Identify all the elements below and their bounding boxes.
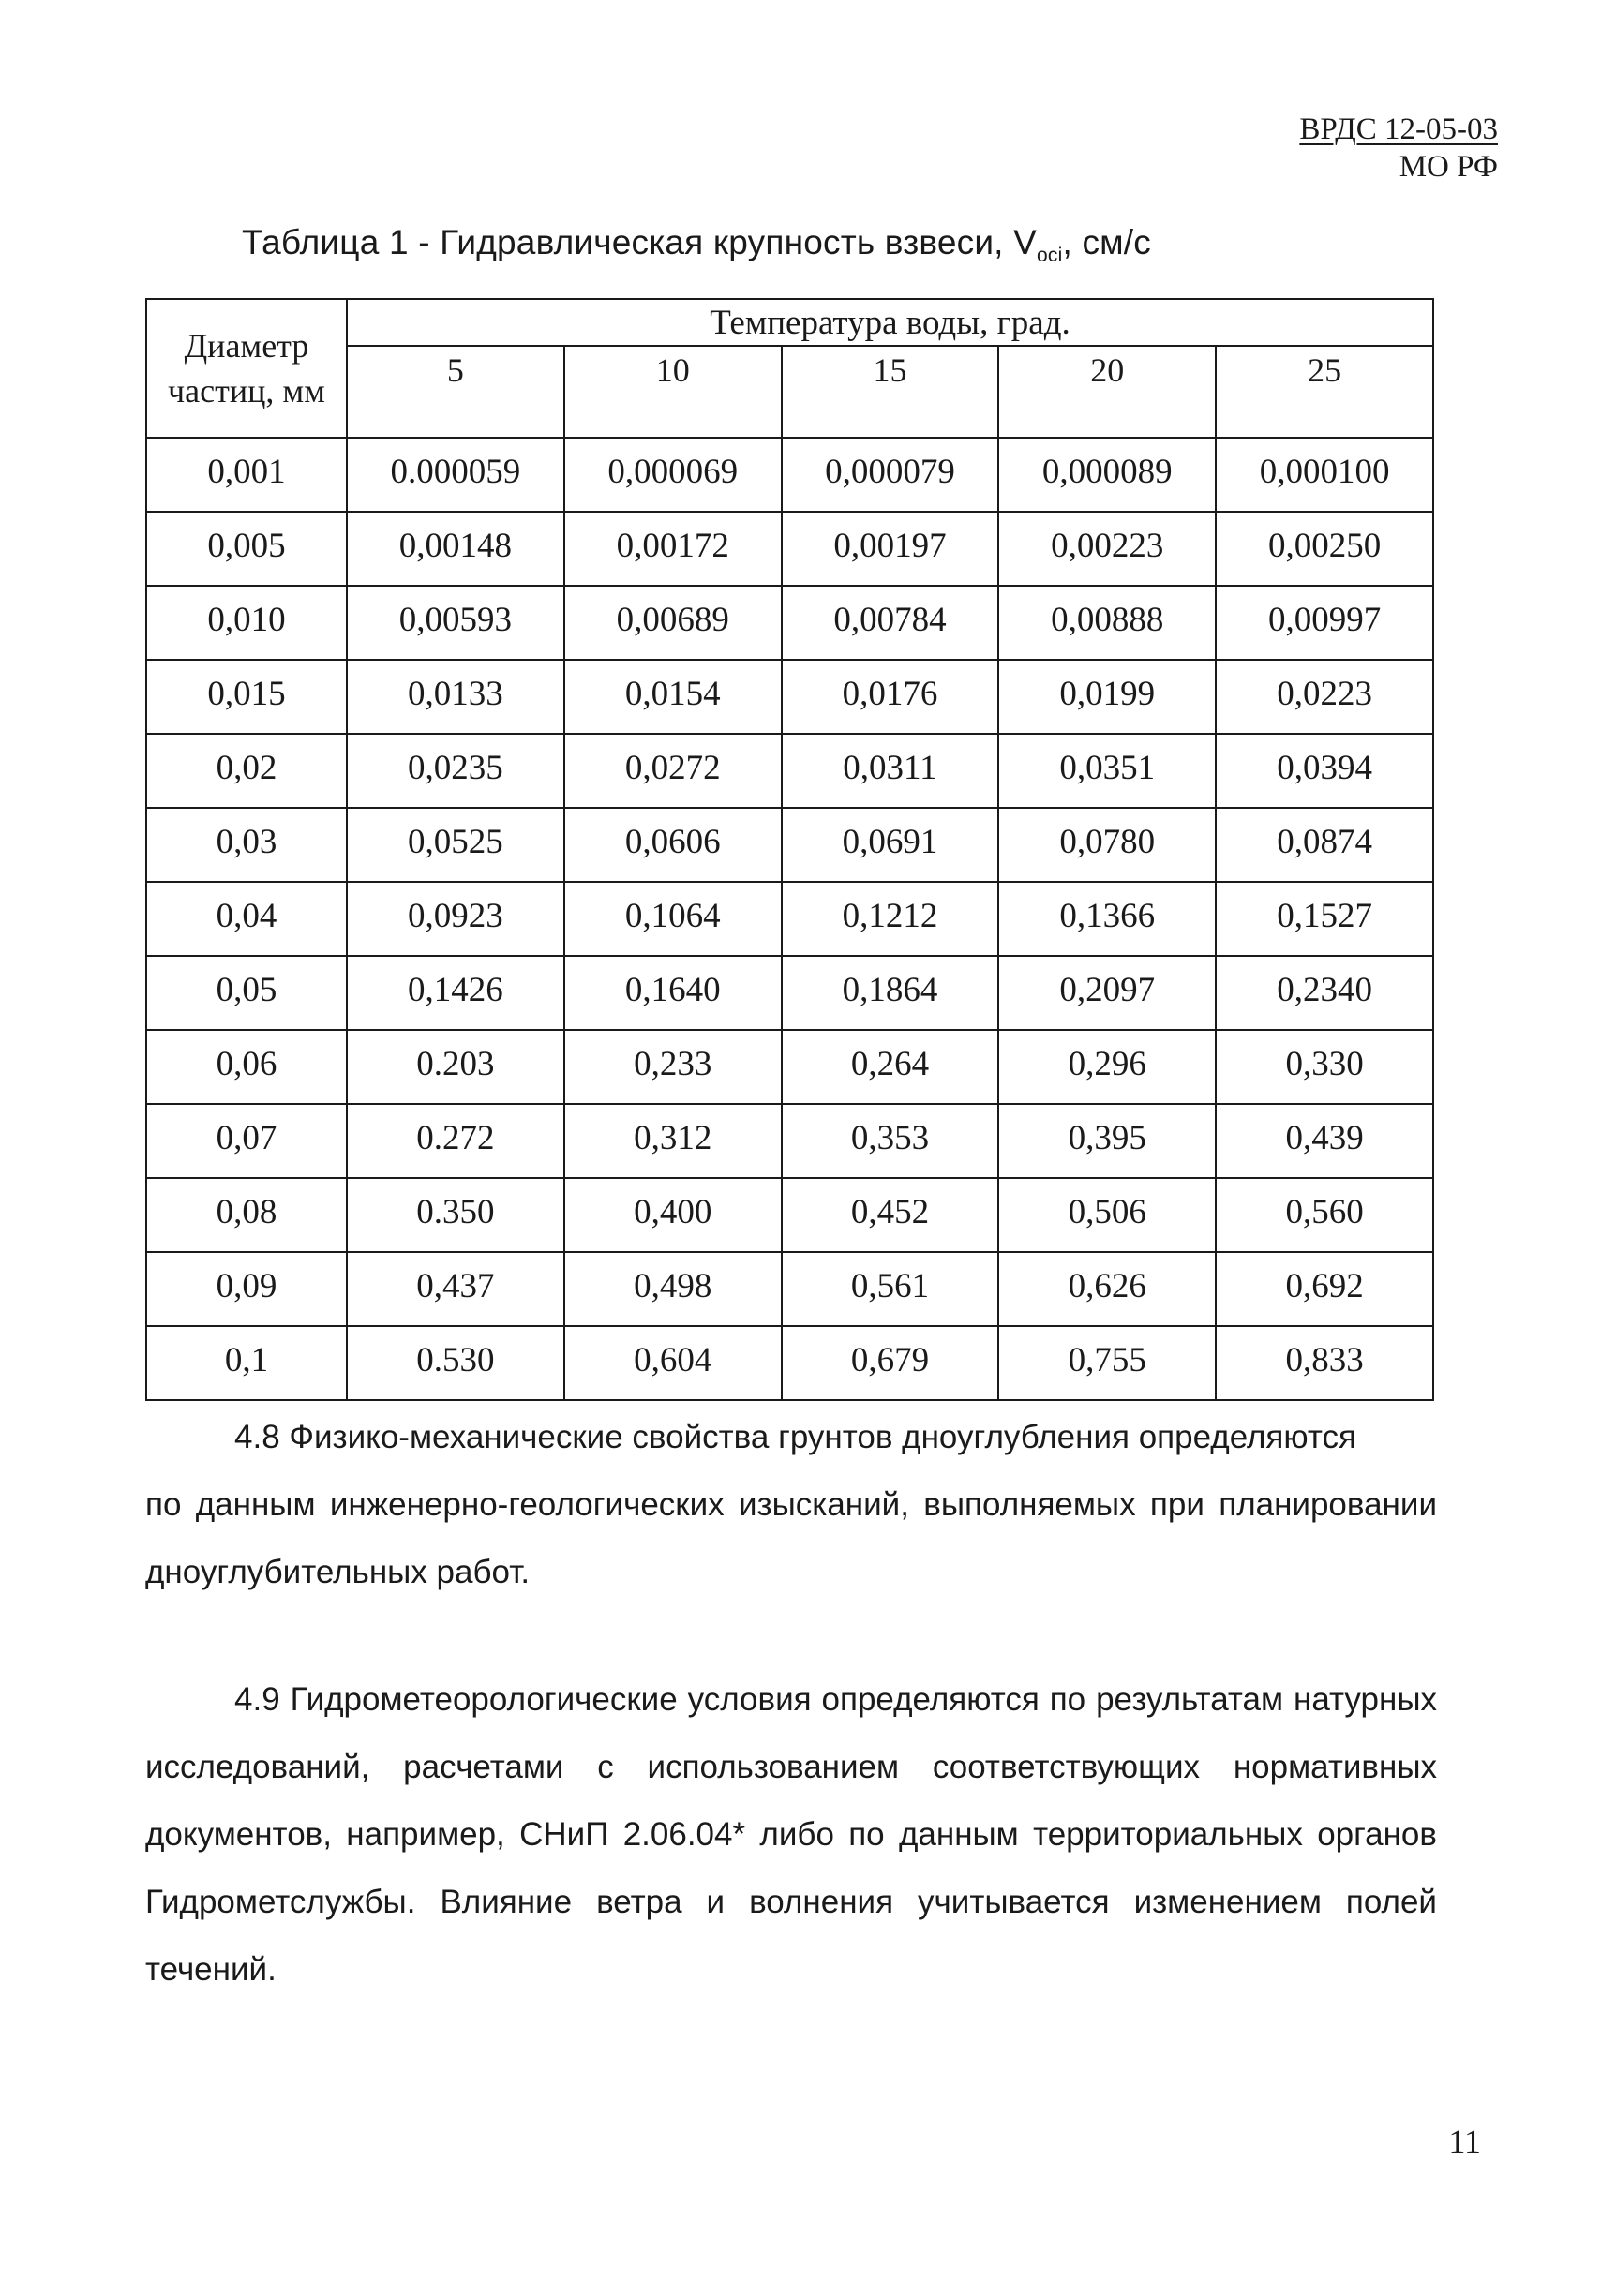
paragraph-4-8 [145, 1404, 1437, 1606]
table-row [146, 438, 1433, 512]
diameter-cell: 0,03 [146, 808, 347, 882]
velocity-cell: 0,000100 [1216, 438, 1433, 512]
temperature-10: 10 [564, 346, 782, 438]
table-row [146, 1252, 1433, 1326]
velocity-cell: 0,2340 [1216, 956, 1433, 1030]
velocity-cell: 0,00689 [564, 586, 782, 660]
velocity-cell: 0,452 [782, 1178, 999, 1252]
velocity-cell: 0,0311 [782, 734, 999, 808]
velocity-cell: 0,679 [782, 1326, 999, 1400]
velocity-cell: 0,395 [998, 1104, 1216, 1178]
velocity-cell: 0,00997 [1216, 586, 1433, 660]
temperature-20: 20 [998, 346, 1216, 438]
velocity-cell: 0,264 [782, 1030, 999, 1104]
velocity-cell: 0,296 [998, 1030, 1216, 1104]
velocity-cell: 0,0923 [347, 882, 564, 956]
temperature-header: Температура воды, град. [347, 299, 1433, 346]
velocity-cell: 0,0235 [347, 734, 564, 808]
table-header-row [146, 299, 1433, 346]
velocity-cell: 0,000089 [998, 438, 1216, 512]
paragraph-4-9: 4.9 Гидрометеорологические условия определяются по результатам натурных исследований, расчетами с использованием соответствующих нормативных документов, например, СНиП 2.06.04* либо по данным территориальных органов Гидрометслужбы. Влияние ветра и волнения учитывается изменением полей течений. [145, 1681, 1437, 1988]
document-code: ВРДС 12-05-03 [1299, 112, 1498, 146]
diameter-cell: 0,001 [146, 438, 347, 512]
velocity-cell: 0,755 [998, 1326, 1216, 1400]
velocity-cell: 0,1064 [564, 882, 782, 956]
diameter-cell: 0,015 [146, 660, 347, 734]
velocity-cell: 0.350 [347, 1178, 564, 1252]
document-header [1299, 111, 1498, 186]
settling-velocity-table [145, 298, 1434, 1401]
velocity-cell: 0,000079 [782, 438, 999, 512]
velocity-cell: 0,0780 [998, 808, 1216, 882]
velocity-cell: 0,00148 [347, 512, 564, 586]
velocity-cell: 0,0874 [1216, 808, 1433, 882]
velocity-cell: 0,00888 [998, 586, 1216, 660]
table-row [146, 512, 1433, 586]
table-body [146, 438, 1433, 1400]
velocity-cell: 0,833 [1216, 1326, 1433, 1400]
velocity-cell: 0,353 [782, 1104, 999, 1178]
velocity-cell: 0,561 [782, 1252, 999, 1326]
velocity-cell: 0,2097 [998, 956, 1216, 1030]
table-row [146, 586, 1433, 660]
velocity-cell: 0,00784 [782, 586, 999, 660]
velocity-cell: 0,692 [1216, 1252, 1433, 1326]
diameter-cell: 0,09 [146, 1252, 347, 1326]
velocity-cell: 0,312 [564, 1104, 782, 1178]
table-row [146, 660, 1433, 734]
velocity-cell: 0,437 [347, 1252, 564, 1326]
velocity-cell: 0,400 [564, 1178, 782, 1252]
paragraph-4-8-first-line: 4.8 Физико-механические свойства грунтов дноуглубления определяются [234, 1419, 1356, 1455]
table-caption-units: , см/с [1062, 223, 1151, 261]
velocity-cell: 0.272 [347, 1104, 564, 1178]
velocity-cell: 0,1527 [1216, 882, 1433, 956]
velocity-cell: 0,0691 [782, 808, 999, 882]
diameter-cell: 0,005 [146, 512, 347, 586]
velocity-cell: 0,0394 [1216, 734, 1433, 808]
velocity-cell: 0,0272 [564, 734, 782, 808]
velocity-cell: 0,00172 [564, 512, 782, 586]
velocity-cell: 0,330 [1216, 1030, 1433, 1104]
table-row [146, 956, 1433, 1030]
document-org: МО РФ [1399, 150, 1498, 184]
velocity-cell: 0,1426 [347, 956, 564, 1030]
diameter-header: Диаметр частиц, мм [146, 299, 347, 438]
velocity-cell: 0,0133 [347, 660, 564, 734]
velocity-cell: 0,000069 [564, 438, 782, 512]
velocity-cell: 0,626 [998, 1252, 1216, 1326]
temperature-25: 25 [1216, 346, 1433, 438]
velocity-cell: 0,0351 [998, 734, 1216, 808]
diameter-cell: 0,06 [146, 1030, 347, 1104]
velocity-cell: 0,1212 [782, 882, 999, 956]
velocity-cell: 0,0176 [782, 660, 999, 734]
table-row [146, 1326, 1433, 1400]
velocity-cell: 0,604 [564, 1326, 782, 1400]
velocity-cell: 0,00223 [998, 512, 1216, 586]
velocity-cell: 0,560 [1216, 1178, 1433, 1252]
velocity-cell: 0,439 [1216, 1104, 1433, 1178]
velocity-cell: 0,0154 [564, 660, 782, 734]
diameter-cell: 0,010 [146, 586, 347, 660]
table-row [146, 734, 1433, 808]
velocity-cell: 0,1366 [998, 882, 1216, 956]
velocity-cell: 0,1640 [564, 956, 782, 1030]
table-caption [242, 223, 1151, 267]
velocity-cell: 0,00250 [1216, 512, 1433, 586]
table-row [146, 1178, 1433, 1252]
velocity-cell: 0,506 [998, 1178, 1216, 1252]
table-row [146, 882, 1433, 956]
table-row [146, 808, 1433, 882]
table-head [146, 299, 1433, 438]
diameter-cell: 0,05 [146, 956, 347, 1030]
velocity-cell: 0,0223 [1216, 660, 1433, 734]
velocity-cell: 0,00593 [347, 586, 564, 660]
velocity-cell: 0,233 [564, 1030, 782, 1104]
temperature-5: 5 [347, 346, 564, 438]
velocity-cell: 0,498 [564, 1252, 782, 1326]
velocity-cell: 0.203 [347, 1030, 564, 1104]
velocity-cell: 0.000059 [347, 438, 564, 512]
velocity-cell: 0,00197 [782, 512, 999, 586]
diameter-cell: 0,07 [146, 1104, 347, 1178]
diameter-cell: 0,04 [146, 882, 347, 956]
diameter-cell: 0,02 [146, 734, 347, 808]
table-row [146, 1104, 1433, 1178]
diameter-cell: 0,08 [146, 1178, 347, 1252]
paragraph-4-8-body: по данным инженерно-геологических изысканий, выполняемых при планировании дноуглубительных работ. [145, 1486, 1437, 1590]
temperature-15: 15 [782, 346, 999, 438]
table-caption-main: Таблица 1 - Гидравлическая крупность взвеси, V [242, 223, 1038, 261]
velocity-cell: 0,0199 [998, 660, 1216, 734]
diameter-cell: 0,1 [146, 1326, 347, 1400]
velocity-cell: 0.530 [347, 1326, 564, 1400]
velocity-cell: 0,0525 [347, 808, 564, 882]
page-number: 11 [1448, 2123, 1481, 2160]
table-row [146, 1030, 1433, 1104]
table-caption-subscript: oci [1037, 245, 1063, 266]
velocity-cell: 0,0606 [564, 808, 782, 882]
velocity-cell: 0,1864 [782, 956, 999, 1030]
